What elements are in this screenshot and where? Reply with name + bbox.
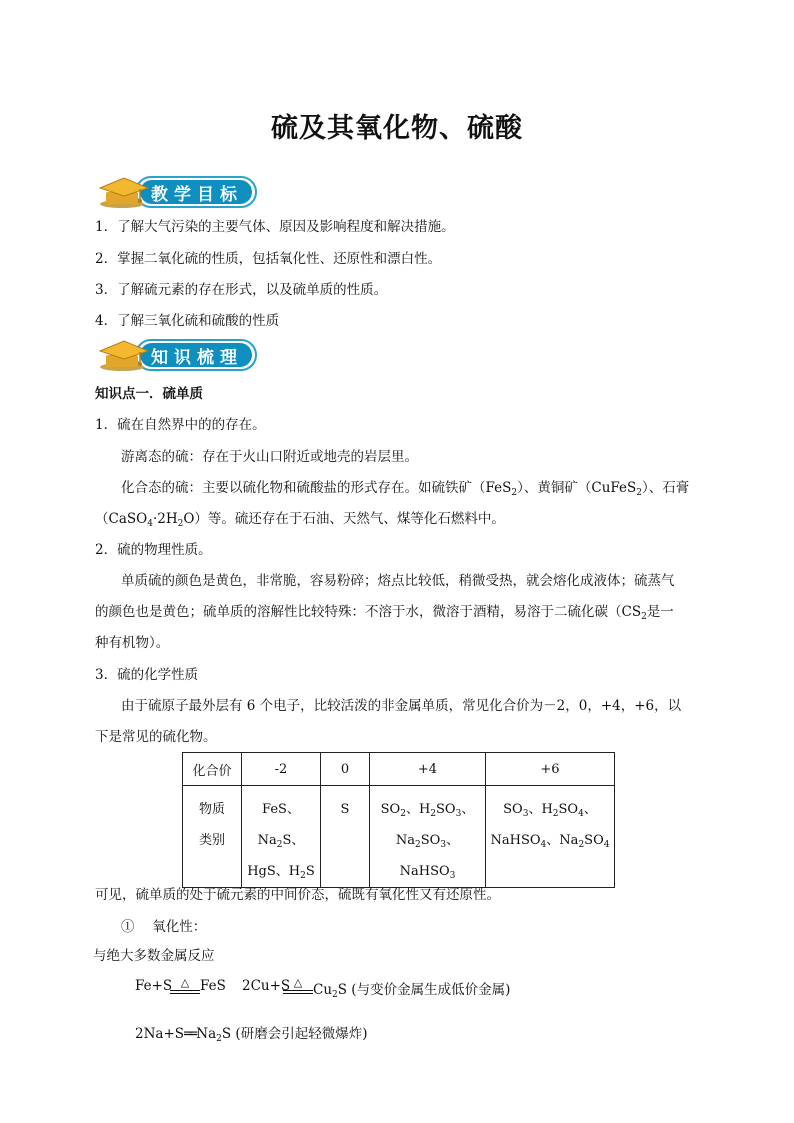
- table-header-cell: +6: [486, 753, 615, 786]
- cell-line: $SO_3$、$H_2SO_4$、: [503, 802, 597, 819]
- s2-heading: 2．硫的物理性质。: [95, 542, 212, 558]
- table-cell-label: [183, 786, 242, 888]
- table-cell-plus4: [370, 786, 486, 888]
- metals-line: 与绝大多数金属反应: [93, 948, 215, 964]
- table-header-cell: 化合价: [183, 753, 242, 786]
- banner-objectives: [96, 174, 260, 210]
- banner-knowledge-label: 知识梳理: [151, 347, 243, 368]
- table-cell-plus6: [486, 786, 615, 888]
- s1-free: 游离态的硫：存在于火山口附近或地壳的岩层里。: [121, 449, 418, 465]
- oxidizing-heading: ① 氧化性：: [121, 919, 207, 935]
- cell-line: HgS、$H_2S$: [247, 864, 315, 881]
- reaction-1-right: FeS: [200, 978, 226, 994]
- objective-3: 3．了解硫元素的存在形式，以及硫单质的性质。: [95, 282, 388, 298]
- table-header-cell: -2: [242, 753, 321, 786]
- row-label-line: 物质: [198, 802, 225, 817]
- cell-line: NaHSO$_4$、$Na_2SO_4$: [490, 833, 610, 850]
- heat-symbol: △: [180, 976, 190, 989]
- banner-objectives-label: 教学目标: [151, 184, 243, 205]
- banner-knowledge: [96, 337, 260, 373]
- page-title: 硫及其氧化物、硫酸: [271, 113, 523, 144]
- table-header-row: [183, 753, 615, 786]
- table-header-cell: +4: [370, 753, 486, 786]
- s3-paragraph-1: 由于硫原子最外层有 6 个电子，比较活泼的非金属单质，常见化合价为－2，0，+4，+6，以: [121, 698, 682, 714]
- s3-heading: 3．硫的化学性质: [95, 667, 199, 683]
- heat-condition: [170, 977, 200, 991]
- reaction-2-right: $Cu_2S$ (与变价金属生成低价金属): [313, 982, 511, 1000]
- s1-combined-cont: $(CaSO_4\cdot 2H_2O)$等。硫还存在于石油、天然气、煤等化石燃料中。: [95, 511, 505, 529]
- heat-symbol: △: [293, 976, 303, 989]
- section-title: 知识点一．硫单质: [95, 386, 203, 402]
- s2-paragraph-2: 的颜色也是黄色；硫单质的溶解性比较特殊：不溶于水，微溶于酒精，易溶于二硫化碳（$CS_2$是一: [95, 604, 674, 622]
- reaction-1-left: Fe+S: [135, 978, 173, 994]
- table-header-cell: 0: [321, 753, 370, 786]
- cell-line: $Na_2SO_3$、: [395, 833, 460, 850]
- table-cell-minus2: [242, 786, 321, 888]
- conclusion: 可见，硫单质的处于硫元素的中间价态，硫既有氧化性又有还原性。: [95, 887, 500, 903]
- objective-4: 4．了解三氧化硫和硫酸的性质: [95, 313, 280, 329]
- row-label-line: 类别: [198, 833, 225, 848]
- valence-table: [182, 752, 615, 888]
- s1-heading: 1．硫在自然界中的的存在。: [95, 417, 266, 433]
- objective-2: 2．掌握二氧化硫的性质，包括氧化性、还原性和漂白性。: [95, 251, 442, 267]
- cell-line: $SO_2$、$H_2SO_3$、: [380, 802, 475, 819]
- s2-paragraph-3: 种有机物）。: [95, 635, 170, 651]
- s2-paragraph-1: 单质硫的颜色是黄色，非常脆，容易粉碎；熔点比较低，稍微受热，就会熔化成液体；硫蒸气: [121, 573, 675, 589]
- cell-line: FeS、: [262, 802, 300, 817]
- heat-condition: [283, 977, 313, 991]
- table-row: [183, 786, 615, 888]
- cell-line: $Na_2S$、: [257, 833, 305, 850]
- s3-paragraph-2: 下是常见的硫化物。: [95, 729, 217, 745]
- table-cell-zero: [321, 786, 370, 888]
- s1-combined: 化合态的硫：主要以硫化物和硫酸盐的形式存在。如硫铁矿（FeS$_2$）、黄铜矿（CuFeS$_2$）、石膏: [121, 480, 690, 498]
- objective-1: 1．了解大气污染的主要气体、原因及影响程度和解决措施。: [95, 219, 455, 235]
- cell-line: NaHSO$_3$: [399, 864, 456, 881]
- cell-line: S: [340, 802, 350, 817]
- reaction-2-left: 2Cu+S: [242, 978, 291, 994]
- reaction-3: 2Na+S══ $Na_2S$ (研磨会引起轻微爆炸): [135, 1026, 368, 1044]
